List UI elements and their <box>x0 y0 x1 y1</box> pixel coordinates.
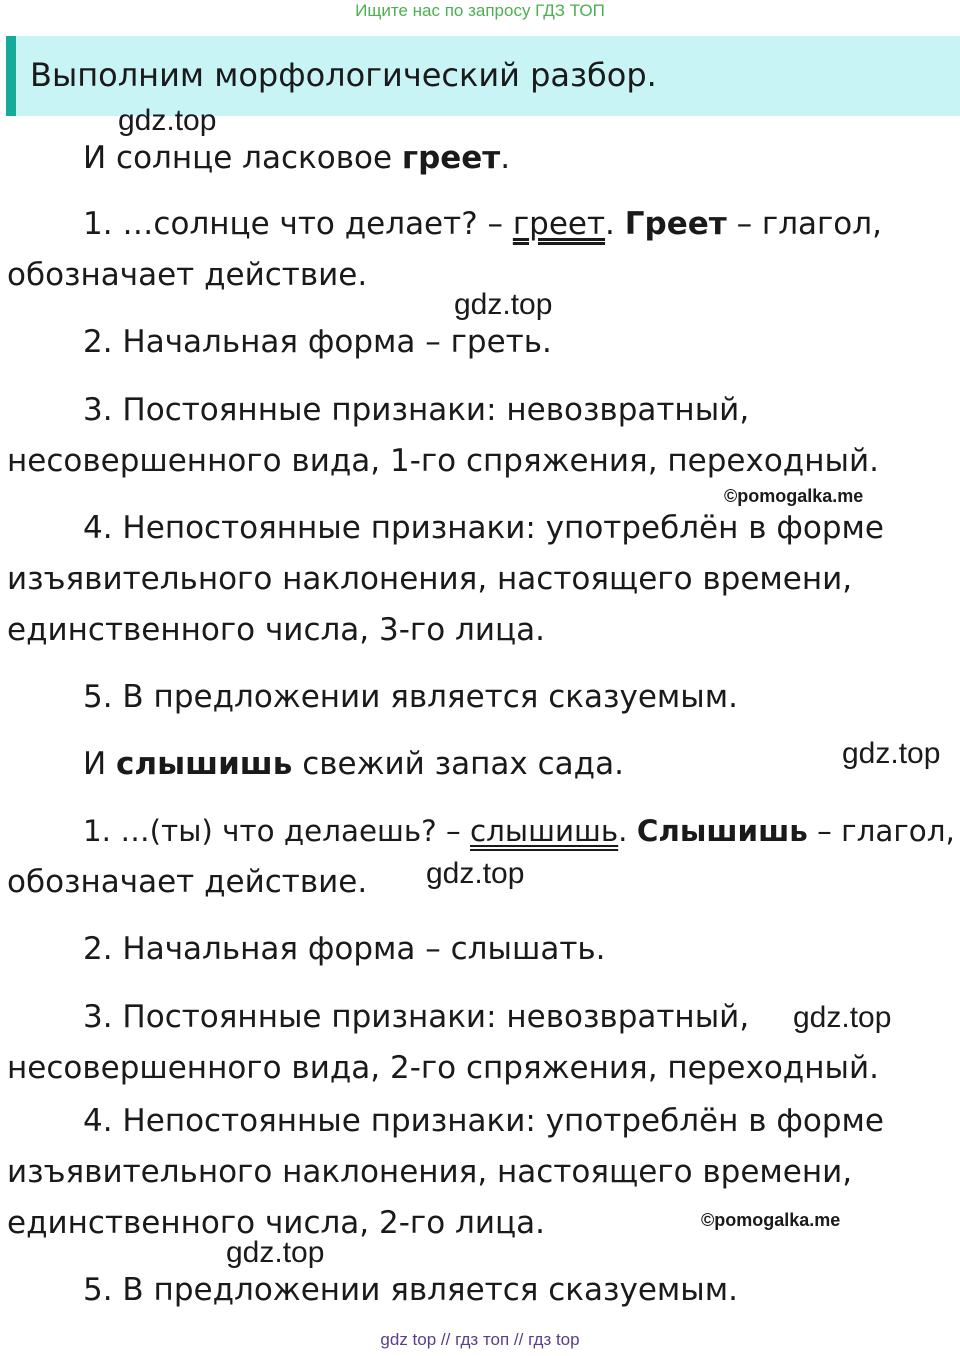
watermark-gdz: gdz.top <box>842 737 941 770</box>
example-sentence-2: И слышишь свежий запах сада. <box>83 746 624 782</box>
example-sentence-1: И солнце ласковое греет. <box>83 140 511 176</box>
watermark-gdz: gdz.top <box>426 857 525 890</box>
top-banner: Ищите нас по запросу ГДЗ ТОП <box>355 1 605 20</box>
watermark-gdz: gdz.top <box>454 288 553 321</box>
watermark-pomogalka: ©pomogalka.me <box>701 1210 841 1230</box>
analysis-2-step-3: 3. Постоянные признаки: невозвратный, <box>83 999 750 1035</box>
page-title: Выполним морфологический разбор. <box>30 56 657 94</box>
analysis-2-step-5: 5. В предложении является сказуемым. <box>83 1272 739 1308</box>
analysis-1-step-1-cont: обозначает действие. <box>7 257 368 293</box>
analysis-1-step-3-cont: несовершенного вида, 1-го спряжения, переходный. <box>7 443 879 479</box>
analysis-2-step-3-cont: несовершенного вида, 2-го спряжения, переходный. <box>7 1050 879 1086</box>
analysis-1-step-4-cont: изъявительного наклонения, настоящего времени, <box>7 561 853 597</box>
footer-links[interactable]: gdz top // гдз топ // гдз top <box>380 1330 580 1349</box>
analysis-1-step-4: 4. Непостоянные признаки: употреблён в форме <box>83 510 884 546</box>
analysis-1-step-5: 5. В предложении является сказуемым. <box>83 679 739 715</box>
analysis-2-step-1: 1. …(ты) что делаешь? – слышишь. Слышишь – глагол, <box>83 814 955 848</box>
analysis-1-step-4-cont: единственного числа, 3-го лица. <box>7 612 545 648</box>
analysis-2-step-4: 4. Непостоянные признаки: употреблён в форме <box>83 1103 884 1139</box>
analysis-2-step-4-cont: изъявительного наклонения, настоящего времени, <box>7 1154 853 1190</box>
analysis-2-step-1-cont: обозначает действие. <box>7 864 368 900</box>
analysis-1-step-1: 1. …солнце что делает? – греет. Греет – глагол, <box>83 206 882 242</box>
watermark-pomogalka: ©pomogalka.me <box>724 486 864 506</box>
analysis-2-step-2: 2. Начальная форма – слышать. <box>83 931 606 967</box>
watermark-gdz: gdz.top <box>118 104 217 137</box>
watermark-gdz: gdz.top <box>226 1236 325 1269</box>
analysis-2-step-4-cont: единственного числа, 2-го лица. <box>7 1205 545 1241</box>
watermark-gdz: gdz.top <box>793 1001 892 1034</box>
analysis-1-step-3: 3. Постоянные признаки: невозвратный, <box>83 392 750 428</box>
analysis-1-step-2: 2. Начальная форма – греть. <box>83 324 552 360</box>
